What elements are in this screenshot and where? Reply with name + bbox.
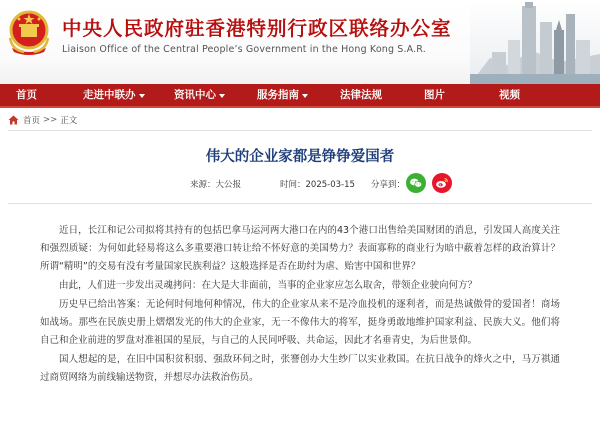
nav-item-news[interactable] <box>174 84 216 106</box>
nav-item-label: 首页 <box>16 89 37 101</box>
breadcrumb-separator: >> <box>43 115 58 125</box>
divider <box>8 203 592 204</box>
site-header <box>0 0 600 84</box>
nav-item-label: 资讯中心 <box>174 89 216 101</box>
site-title-en: Liaison Office of the Central People’s Government in the Hong Kong S.A.R. <box>62 44 426 55</box>
nav-item-about[interactable] <box>83 84 136 106</box>
nav-item-label: 走进中联办 <box>83 89 136 101</box>
nav-item-label: 法律法规 <box>340 89 382 101</box>
article-date: 时间：2025-03-15 <box>280 180 355 190</box>
wechat-icon[interactable] <box>406 173 426 193</box>
nav-item-photos[interactable] <box>424 84 445 106</box>
breadcrumb-home-link[interactable]: 首页 <box>23 116 41 126</box>
article-paragraph: 近日，长江和记公司拟将其持有的包括巴拿马运河两大港口在内的43个港口出售给美国财团的消息，引发国人高度关注和强烈质疑：为何如此轻易将这么多重要港口转让给不怀好意的美国势力？表面寡称的商业行为暗中蔽着怎样的政治算计？所谓“精明”的交易有没有考量国家民族利益？这般选择是否在助纣为虐、贻害中国和世界？ <box>40 225 560 272</box>
article-paragraph: 历史早已给出答案：无论何时何地何种情况，伟大的企业家从来不是冷血投机的逐利者，而是热诚傲骨的爱国者！商场如战场。那些在民族史册上熠熠发光的伟大的企业家，无一不像伟大的将军，挺身勇敢地维护国家利益、民族大义。他们将自己和企业前进的罗盘对准祖国的星辰，与自己的人民同呼吸、共命运，因此才名垂青史，为后世景仰。 <box>40 299 560 346</box>
nav-item-laws[interactable] <box>340 84 382 106</box>
main-nav <box>0 84 600 108</box>
nav-item-label: 视频 <box>499 89 520 101</box>
site-title-cn[interactable]: 中央人民政府驻香港特别行政区联络办公室 <box>62 17 452 40</box>
home-icon <box>8 115 19 125</box>
article-source: 来源：大公报 <box>190 180 242 190</box>
chevron-down-icon <box>302 94 308 98</box>
hong-kong-skyline-banner <box>470 0 600 84</box>
article-body <box>40 222 560 388</box>
article-paragraph: 国人想起的是，在旧中国积贫积弱、强敌环伺之时，张謇创办大生纱厂以实业救国。在抗日战争的烽火之中，马万祺通过商贸网络为前线输送物资，并想尽办法救治伤员。 <box>40 354 560 383</box>
nav-item-services[interactable] <box>257 84 299 106</box>
breadcrumb-current: 正文 <box>60 116 78 126</box>
article-title: 伟大的企业家都是铮铮爱国者 <box>205 149 395 165</box>
article-paragraph: 由此，人们进一步发出灵魂拷问：在大是大非面前，当事的企业家应怎么取舍，带领企业驶向何方？ <box>59 280 478 291</box>
national-emblem-icon[interactable] <box>6 8 52 58</box>
nav-item-label: 服务指南 <box>257 89 299 101</box>
weibo-icon[interactable] <box>432 173 452 193</box>
article-meta <box>0 173 600 195</box>
divider <box>8 130 592 131</box>
breadcrumb <box>8 114 77 126</box>
nav-item-label: 图片 <box>424 89 445 101</box>
nav-item-home[interactable] <box>16 84 37 106</box>
share-label: 分享到： <box>371 180 406 190</box>
chevron-down-icon <box>139 94 145 98</box>
chevron-down-icon <box>219 94 225 98</box>
nav-item-videos[interactable] <box>499 84 520 106</box>
